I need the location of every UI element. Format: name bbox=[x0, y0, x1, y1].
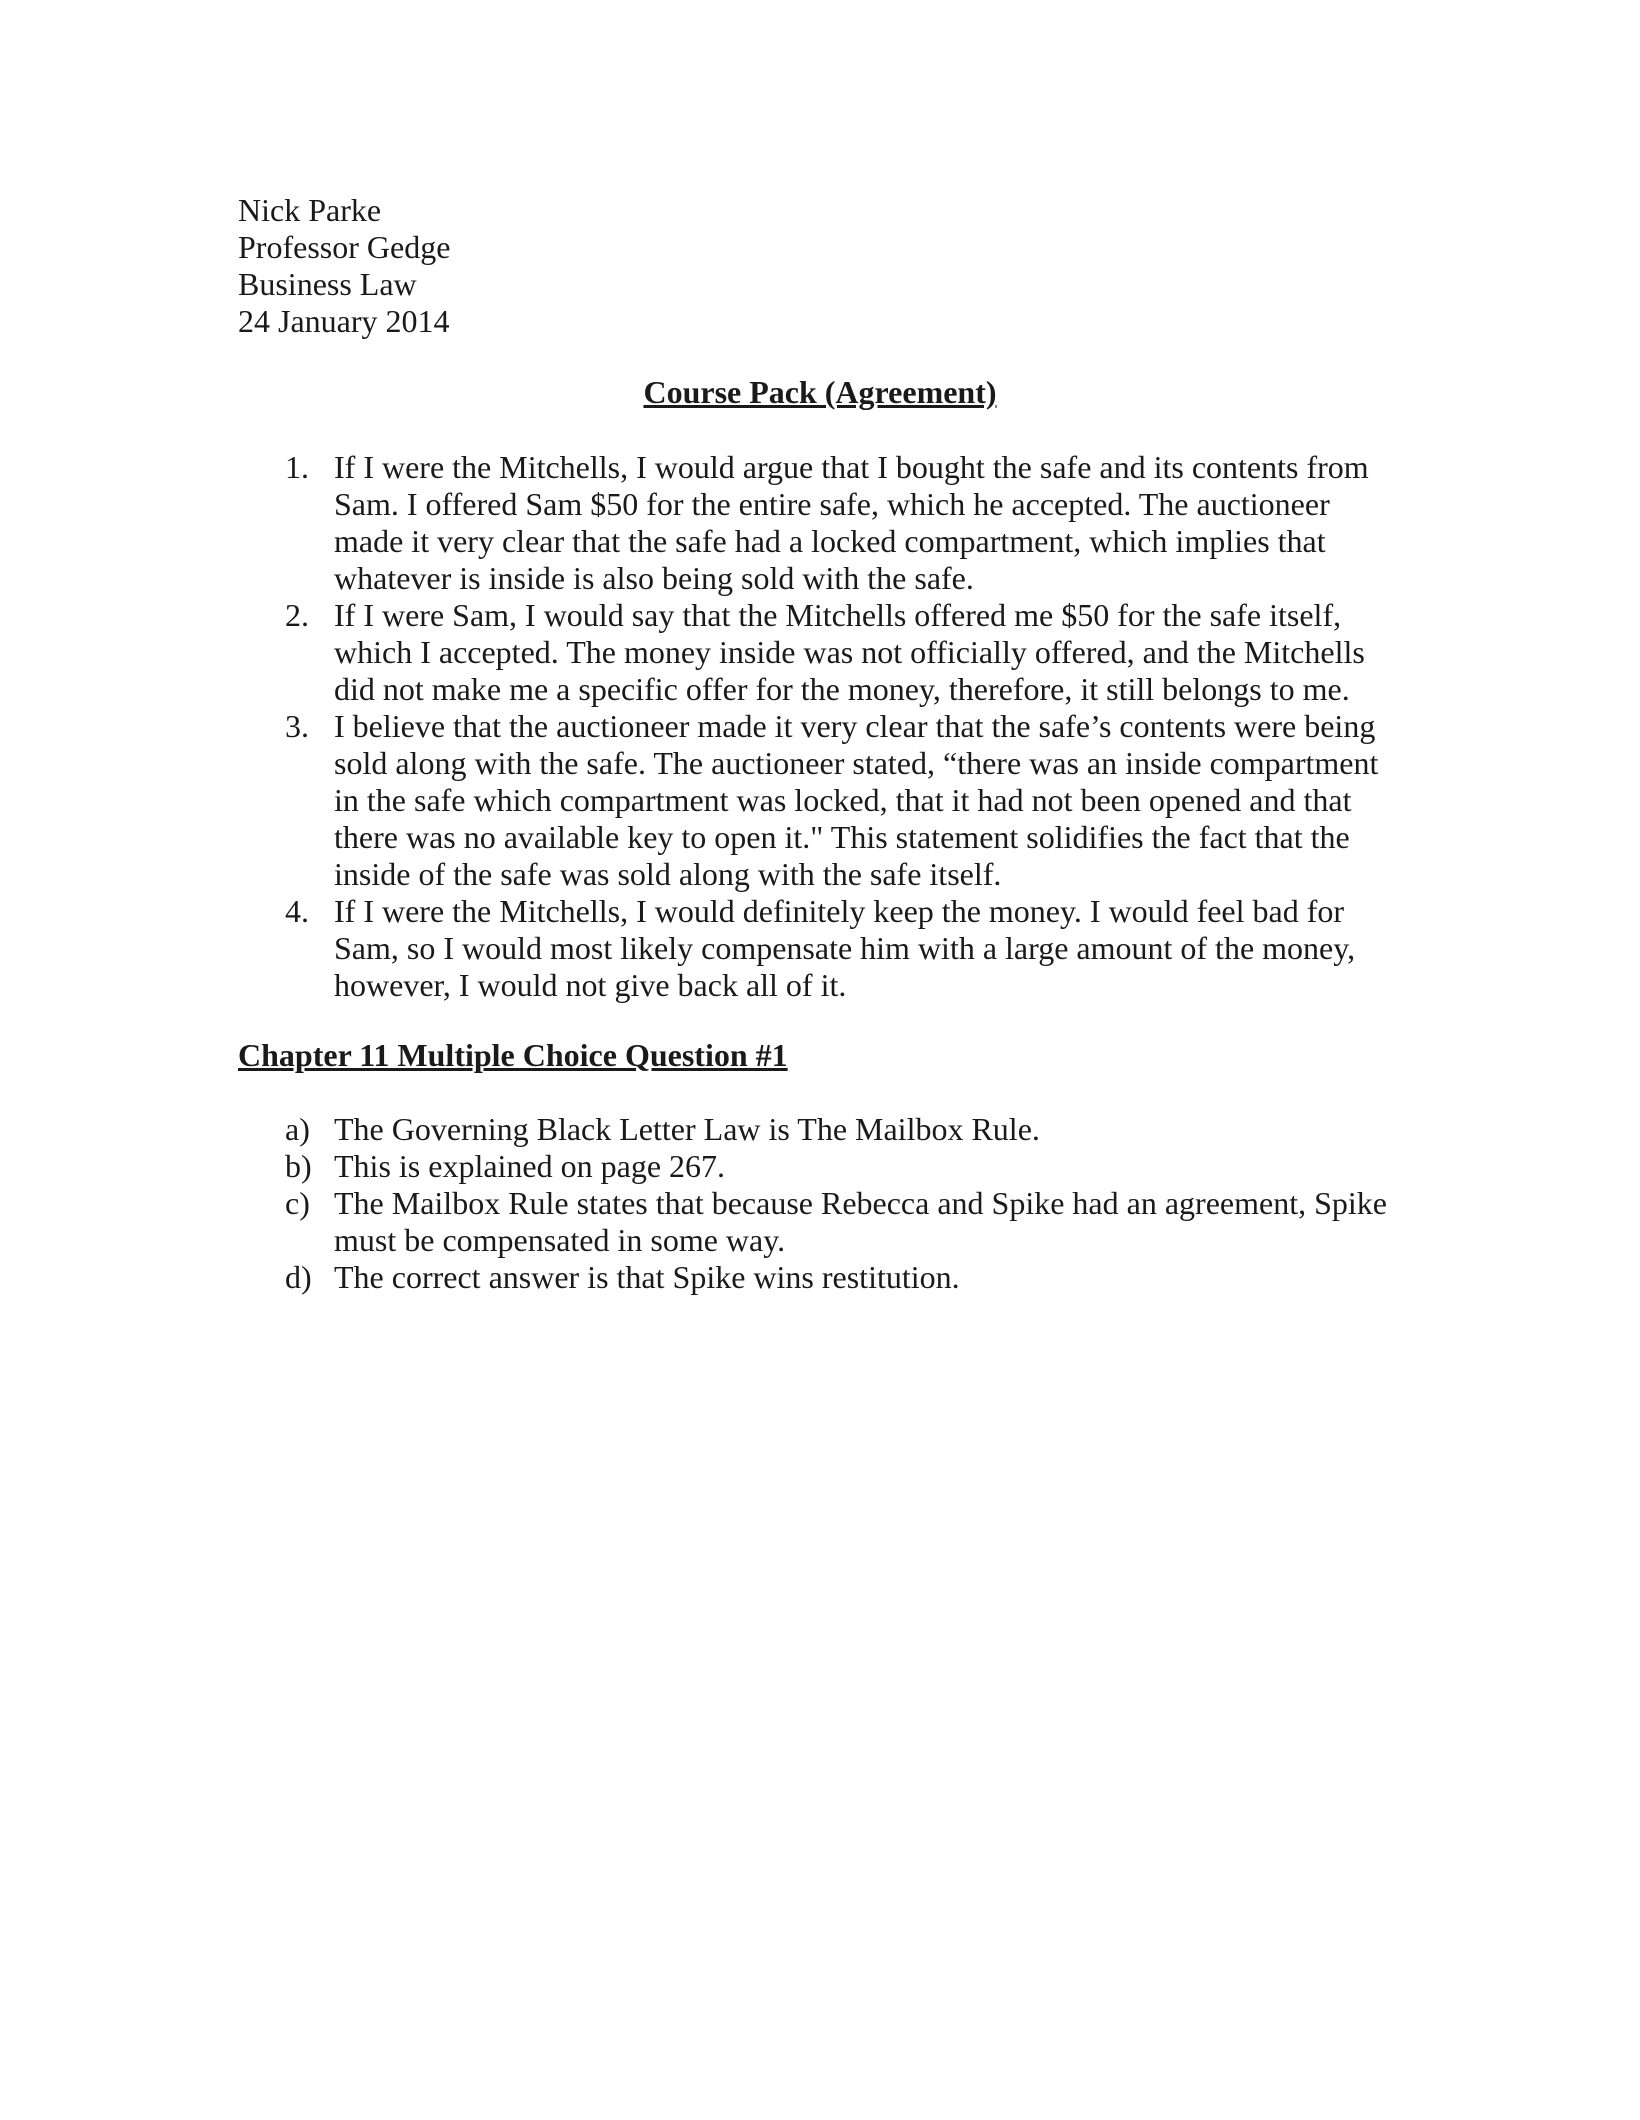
list-item bbox=[238, 1111, 1398, 1148]
list-item bbox=[238, 893, 1398, 1004]
list-item-text: If I were the Mitchells, I would argue that I bought the safe and its contents from Sam. I offered Sam $50 for the entire safe, which he accepted. The auctioneer made it very clear that the safe had a locked compartment, which implies that whatever is inside is also being sold with the safe. bbox=[334, 449, 1369, 596]
instructor-name: Professor Gedge bbox=[238, 229, 451, 265]
list-item bbox=[238, 1185, 1398, 1259]
section-title-multiple-choice: Chapter 11 Multiple Choice Question #1 bbox=[238, 1037, 788, 1073]
list-item-text: The Governing Black Letter Law is The Mailbox Rule. bbox=[334, 1111, 1040, 1147]
list-item bbox=[238, 1259, 1398, 1296]
document-header bbox=[238, 192, 450, 340]
list-letter: c) bbox=[285, 1185, 310, 1221]
author-name: Nick Parke bbox=[238, 192, 382, 228]
section-title-course-pack: Course Pack (Agreement) bbox=[643, 374, 997, 410]
list-item-text: This is explained on page 267. bbox=[334, 1148, 726, 1184]
list-item-text: The correct answer is that Spike wins restitution. bbox=[334, 1259, 960, 1295]
list-letter: a) bbox=[285, 1111, 310, 1147]
list-letter: d) bbox=[285, 1259, 312, 1295]
list-letter: b) bbox=[285, 1148, 312, 1184]
answer-list-numbered bbox=[238, 449, 1398, 1004]
list-item bbox=[238, 449, 1398, 597]
list-item-text: If I were Sam, I would say that the Mitchells offered me $50 for the safe itself, which I accepted. The money inside was not officially offered, and the Mitchells did not make me a specific offer for the money, therefore, it still belongs to me. bbox=[334, 597, 1365, 707]
list-item bbox=[238, 708, 1398, 893]
course-name: Business Law bbox=[238, 266, 417, 302]
list-item-text: I believe that the auctioneer made it very clear that the safe’s contents were being sold along with the safe. The auctioneer stated, “there was an inside compartment in the safe which compartment was locked, that it had not been opened and that there was no available key to open it." This statement solidifies the fact that the inside of the safe was sold along with the safe itself. bbox=[334, 708, 1379, 892]
list-number: 4. bbox=[285, 893, 309, 929]
list-item-text: If I were the Mitchells, I would definitely keep the money. I would feel bad for Sam, so I would most likely compensate him with a large amount of the money, however, I would not give back all of it. bbox=[334, 893, 1356, 1003]
list-number: 3. bbox=[285, 708, 309, 744]
list-item bbox=[238, 597, 1398, 708]
answer-list-lettered bbox=[238, 1111, 1398, 1296]
list-item-text: The Mailbox Rule states that because Rebecca and Spike had an agreement, Spike must be compensated in some way. bbox=[334, 1185, 1387, 1258]
list-item bbox=[238, 1148, 1398, 1185]
list-number: 2. bbox=[285, 597, 309, 633]
list-number: 1. bbox=[285, 449, 309, 485]
document-date: 24 January 2014 bbox=[238, 303, 450, 339]
